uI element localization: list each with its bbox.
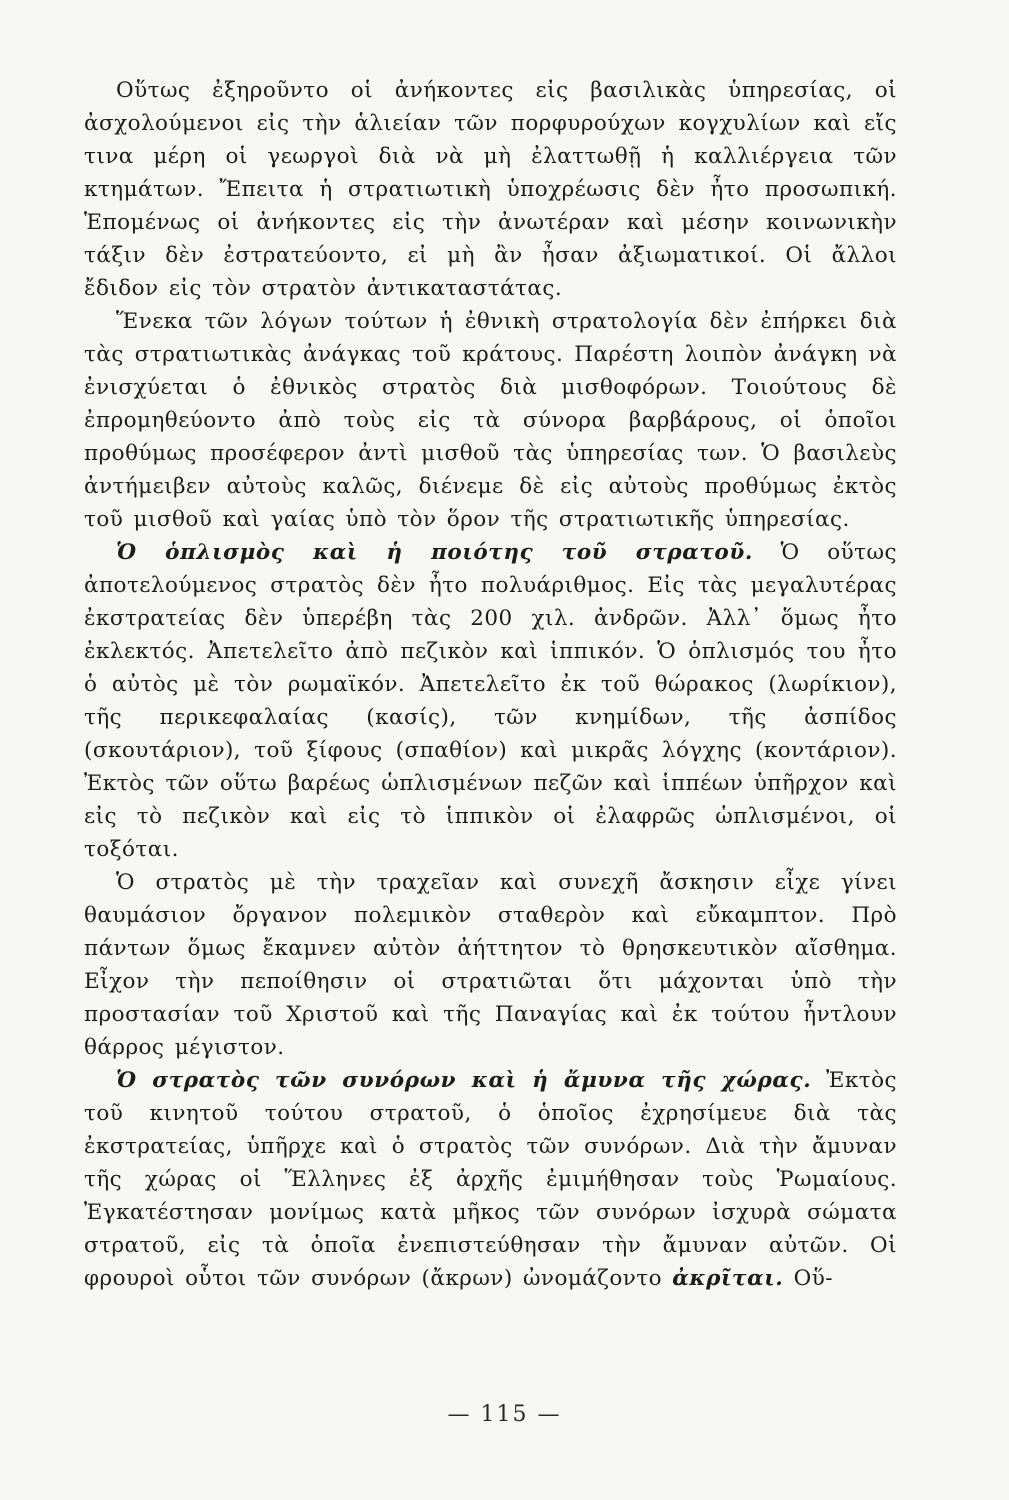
paragraph-text: Ἐκτὸς τοῦ κινητοῦ τούτου στρατοῦ, ὁ ὁποῖος ἐχρησίμευε διὰ τὰς ἐκστρατείας, ὑπῆρχε καὶ ὁ στρατὸς τῶν συνόρων. Διὰ τὴν ἄμυναν τῆς χώρας οἱ Ἕλληνες ἐξ ἀρχῆς ἐμιμήθησαν τοὺς Ῥωμαίους. Ἐγκατέστησαν μονίμως κατὰ μῆκος τῶν συνόρων ἰσχυρὰ σώματα στρατοῦ, εἰς τὰ ὁποῖα ἐνεπιστεύθησαν τὴν ἄμυναν αὐτῶν. Οἱ φρουροὶ οὗτοι τῶν συνόρων (ἄκρων) ὠνομάζοντο <box>84 1068 897 1291</box>
paragraph-3 <box>84 536 897 866</box>
paragraph-1 <box>84 74 897 305</box>
section-heading-border-army: Ὁ στρατὸς τῶν συνόρων καὶ ἡ ἄμυνα τῆς χώρας. <box>116 1068 812 1093</box>
paragraph-tail: Οὕ- <box>783 1266 833 1291</box>
paragraph-4 <box>84 866 897 1064</box>
paragraph-text: Ὁ οὕτως ἀποτελούμενος στρατὸς δὲν ἦτο πολυάριθμος. Εἰς τὰς μεγαλυτέρας ἐκστρατείας δὲν ὑπερέβη τὰς 200 χιλ. ἀνδρῶν. Ἀλλ᾽ ὅμως ἦτο ἐκλεκτός. Ἀπετελεῖτο ἀπὸ πεζικὸν καὶ ἱππικόν. Ὁ ὁπλισμός του ἦτο ὁ αὐτὸς μὲ τὸν ρωμαϊκόν. Ἀπετελεῖτο ἐκ τοῦ θώρακος (λωρίκιον), τῆς περικεφαλαίας (κασίς), τῶν κνημίδων, τῆς ἀσπίδος (σκουτάριον), τοῦ ξίφους (σπαθίον) καὶ μικρᾶς λόγχης (κοντάριον). Ἐκτὸς τῶν οὕτω βαρέως ὡπλισμένων πεζῶν καὶ ἱππέων ὑπῆρχον καὶ εἰς τὸ πεζικὸν καὶ εἰς τὸ ἱππικὸν οἱ ἐλαφρῶς ὡπλισμένοι, οἱ τοξόται. <box>84 540 897 862</box>
term-akritai: ἀκρῖται. <box>672 1266 784 1291</box>
paragraph-2 <box>84 305 897 536</box>
section-heading-armament: Ὁ ὁπλισμὸς καὶ ἡ ποιότης τοῦ στρατοῦ. <box>116 540 753 565</box>
paragraph-text: Οὕτως ἐξηροῦντο οἱ ἀνήκοντες εἰς βασιλικὰς ὑπηρεσίας, οἱ ἀσχολούμενοι εἰς τὴν ἁλιείαν τῶν πορφυρούχων κογχυλίων καὶ εἴς τινα μέρη οἱ γεωργοὶ διὰ νὰ μὴ ἐλαττωθῇ ἡ καλλιέργεια τῶν κτημάτων. Ἔπειτα ἡ στρατιωτικὴ ὑποχρέωσις δὲν ἦτο προσωπική. Ἑπομένως οἱ ἀνήκοντες εἰς τὴν ἀνωτέραν καὶ μέσην κοινωνικὴν τάξιν δὲν ἐστρατεύοντο, εἰ μὴ ἂν ἦσαν ἀξιωματικοί. Οἱ ἄλλοι ἔδιδον εἰς τὸν στρατὸν ἀντικαταστάτας. <box>84 78 897 301</box>
page-number: — 115 — <box>447 1402 562 1427</box>
paragraph-5 <box>84 1064 897 1295</box>
paragraph-text: Ἕνεκα τῶν λόγων τούτων ἡ ἐθνικὴ στρατολογία δὲν ἐπήρκει διὰ τὰς στρατιωτικὰς ἀνάγκας τοῦ κράτους. Παρέστη λοιπὸν ἀνάγκη νὰ ἐνισχύεται ὁ ἐθνικὸς στρατὸς διὰ μισθοφόρων. Τοιούτους δὲ ἐπρομηθεύοντο ἀπὸ τοὺς εἰς τὰ σύνορα βαρβάρους, οἱ ὁποῖοι προθύμως προσέφερον ἀντὶ μισθοῦ τὰς ὑπηρεσίας των. Ὁ βασιλεὺς ἀντήμειβεν αὐτοὺς καλῶς, διένεμε δὲ εἰς αὐτοὺς προθύμως ἐκτὸς τοῦ μισθοῦ καὶ γαίας ὑπὸ τὸν ὅρον τῆς στρατιωτικῆς ὑπηρεσίας. <box>84 309 897 532</box>
paragraph-text: Ὁ στρατὸς μὲ τὴν τραχεῖαν καὶ συνεχῆ ἄσκησιν εἶχε γίνει θαυμάσιον ὄργανον πολεμικὸν σταθερὸν καὶ εὔκαμπτον. Πρὸ πάντων ὅμως ἔκαμνεν αὐτὸν ἀήττητον τὸ θρησκευτικὸν αἴσθημα. Εἶχον τὴν πεποίθησιν οἱ στρατιῶται ὅτι μάχονται ὑπὸ τὴν προστασίαν τοῦ Χριστοῦ καὶ τῆς Παναγίας καὶ ἐκ τούτου ἦντλουν θάρρος μέγιστον. <box>84 870 897 1060</box>
